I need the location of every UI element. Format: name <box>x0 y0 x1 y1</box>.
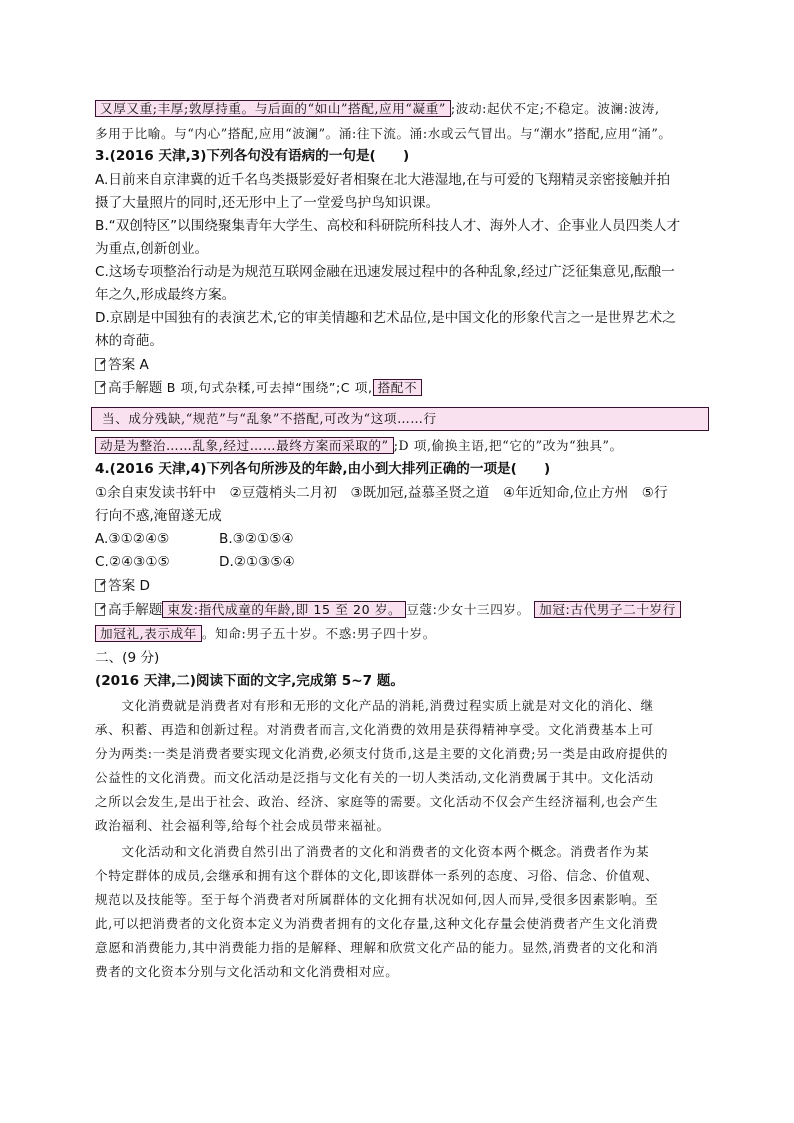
q3-stem: 3.(2016 天津,3)下列各句没有语病的一句是( ) <box>95 148 410 164</box>
passage-line: 费者的文化资本分别与文化活动和文化消费相对应。 <box>95 964 399 979</box>
q3-option-a-line-1: A.日前来自京津冀的近千名鸟类摄影爱好者相聚在北大港湿地,在与可爱的飞翔精灵亲密接触并拍 <box>95 172 671 188</box>
q4-stem: 4.(2016 天津,4)下列各句所涉及的年龄,由小到大排列正确的一项是( ) <box>95 461 551 477</box>
q4-items-line-2: 行向不惑,淹留遂无成 <box>95 508 222 524</box>
q3-analysis-line-3: 动是为整治……乱象,经过……最终方案而采取的” ;D 项,偷换主语,把“它的”改为“独具”。 <box>95 435 623 457</box>
passage-line: 意愿和消费能力,其中消费能力指的是解释、理解和欣赏文化产品的能力。显然,消费者的文化和消 <box>95 940 659 955</box>
passage-line: 规范以及技能等。至于每个消费者对所属群体的文化拥有状况如何,因人而异,受很多因素影响。至 <box>95 892 659 907</box>
highlight-note: 动是为整治……乱象,经过……最终方案而采取的” <box>95 437 394 454</box>
highlight-note: 加冠礼,表示成年 <box>95 625 202 642</box>
passage-line: 文化消费就是消费者对有形和无形的文化产品的消耗,消费过程实质上就是对文化的消化、继 <box>95 698 654 713</box>
passage-line: 之所以会发生,是出于社会、政治、经济、家庭等的需要。文化活动不仅会产生经济福利,也会产生 <box>95 794 659 809</box>
q4-answer: 答案 D <box>95 575 150 597</box>
pen-icon <box>95 579 106 591</box>
q3-option-a-line-2: 摄了大量照片的同时,还无形中上了一堂爱鸟护鸟知识课。 <box>95 195 440 211</box>
text-run: ;波动:起伏不定;不稳定。波澜:波涛, <box>450 101 660 116</box>
q4-option-c: C.②④③①⑤ <box>95 554 170 570</box>
pen-icon <box>95 358 106 370</box>
section-intro: (2016 天津,二)阅读下面的文字,完成第 5~7 题。 <box>95 673 404 689</box>
q3-option-d-line-1: D.京剧是中国独有的表演艺术,它的审美情趣和艺术品位,是中国文化的形象代言之一是世界艺术之 <box>95 310 676 326</box>
q3-option-b-line-2: 为重点,创新创业。 <box>95 241 209 257</box>
passage-line: 文化活动和文化消费自然引出了消费者的文化和消费者的文化资本两个概念。消费者作为某 <box>95 844 650 859</box>
q2-answer-line-1 <box>95 98 660 120</box>
q4-option-b: B.③②①⑤④ <box>219 531 294 547</box>
pen-icon <box>95 603 106 615</box>
highlight-note: 束发:指代成童的年龄,即 15 至 20 岁。 <box>162 601 406 618</box>
q4-option-a: A.③①②④⑤ <box>95 531 170 547</box>
highlight-note: 加冠:古代男子二十岁行 <box>534 601 681 618</box>
q3-option-b-line-1: B.“双创特区”以围绕聚集青年大学生、高校和科研院所科技人才、海外人才、企事业人员四类人才 <box>95 218 681 234</box>
highlight-note: 当、成分残缺,“规范”与“乱象”不搭配,可改为“这项……行 <box>91 407 709 431</box>
q3-analysis-line-1: 高手解题 B 项,句式杂糅,可去掉“围绕”;C 项, 搭配不 <box>95 377 422 399</box>
q4-analysis-line-1: 高手解题 束发:指代成童的年龄,即 15 至 20 岁。 豆蔻:少女十三四岁。 加冠:古代男子二十岁行 <box>95 599 681 621</box>
passage-line: 公益性的文化消费。而文化活动是泛指与文化有关的一切人类活动,文化消费属于其中。文化活动 <box>95 770 654 785</box>
q3-option-c-line-2: 年之久,形成最终方案。 <box>95 287 236 303</box>
analysis-label: 高手解题 <box>108 602 163 618</box>
q4-items-line-1: ①余自束发读书轩中 ②豆蔻梢头二月初 ③既加冠,益慕圣贤之道 ④年近知命,位止方州 ⑤行 <box>95 485 668 501</box>
section-heading: 二、(9 分) <box>95 650 160 666</box>
passage-line: 承、积蓄、再造和创新过程。对消费者而言,文化消费的效用是获得精神享受。文化消费基本上可 <box>95 722 654 737</box>
passage-line: 此,可以把消费者的文化资本定义为消费者拥有的文化存量,这种文化存量会使消费者产生文化消费 <box>95 916 659 931</box>
highlight-note: 搭配不 <box>373 379 423 396</box>
q4-analysis-line-2: 加冠礼,表示成年 。知命:男子五十岁。不惑:男子四十岁。 <box>95 623 436 645</box>
q2-answer-line-2: 多用于比喻。与“内心”搭配,应用“波澜”。涌:往下流。涌:水或云气冒出。与“潮水”搭配,应用“涌”。 <box>95 126 672 141</box>
pen-icon <box>95 381 106 393</box>
q3-option-c-line-1: C.这场专项整治行动是为规范互联网金融在迅速发展过程中的各种乱象,经过广泛征集意见,酝酿一 <box>95 264 675 280</box>
highlight-note: 又厚又重;丰厚;敦厚持重。与后面的“如山”搭配,应用“凝重” <box>95 100 451 117</box>
passage-line: 分为两类:一类是消费者要实现文化消费,必须支付货币,这是主要的文化消费;另一类是由政府提供的 <box>95 746 669 761</box>
q4-option-d: D.②①③⑤④ <box>219 554 295 570</box>
passage-line: 个特定群体的成员,会继承和拥有这个群体的文化,即该群体一系列的态度、习俗、信念、价值观、 <box>95 868 659 883</box>
q3-answer: 答案 A <box>95 354 149 376</box>
analysis-label: 高手解题 <box>108 380 163 396</box>
passage-line: 政治福利、社会福利等,给每个社会成员带来福祉。 <box>95 818 390 833</box>
q3-option-d-line-2: 林的奇葩。 <box>95 333 163 349</box>
